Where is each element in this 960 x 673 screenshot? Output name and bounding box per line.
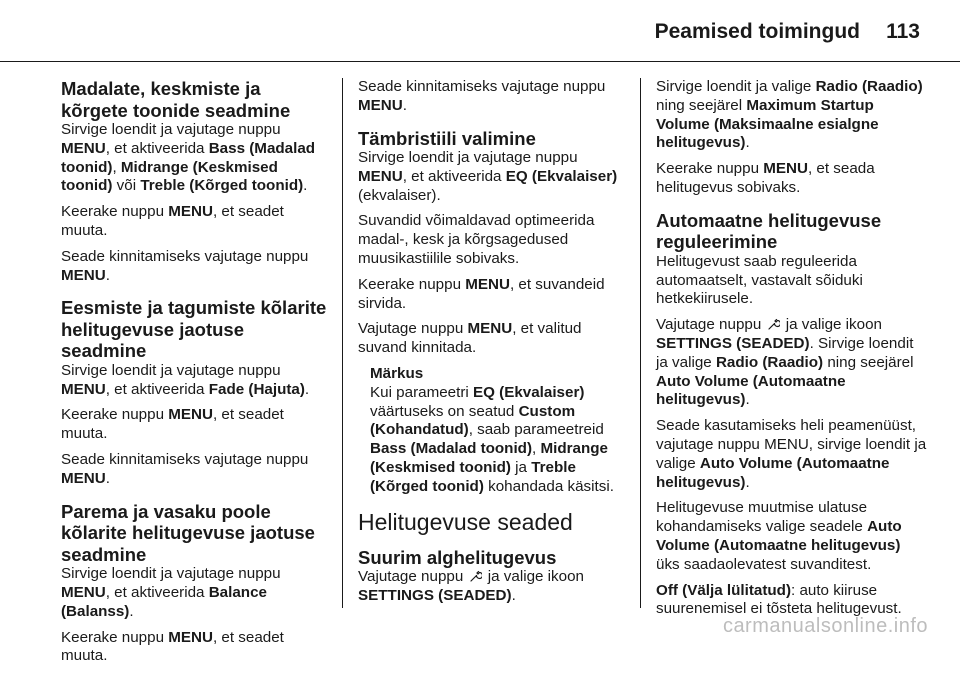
- text-run: Sirvige loendit ja vajutage nuppu: [61, 565, 281, 583]
- column-left: [61, 78, 331, 673]
- bold-term: EQ (Ekvalaiser): [472, 383, 585, 401]
- paragraph: [656, 582, 928, 620]
- bold-term: MENU: [61, 139, 106, 157]
- bold-term: MENU: [168, 203, 213, 221]
- text-run: Seade kinnitamiseks vajutage nuppu: [61, 451, 309, 469]
- text-run: kohandada käsitsi.: [483, 477, 614, 495]
- text-run: , et seadet muuta.: [61, 628, 284, 665]
- column-divider: [342, 78, 343, 608]
- note-body: [370, 384, 630, 497]
- bold-term: Radio (Raadio): [815, 78, 923, 95]
- text-run: , et seadet muuta.: [61, 406, 284, 443]
- bold-term: SETTINGS (SEADED): [656, 334, 810, 352]
- text-run: Keerake nuppu: [61, 406, 169, 424]
- column-middle: [358, 78, 630, 613]
- section-heading: Automaatne helitugevuse reguleerimine: [656, 209, 882, 253]
- column-divider: [640, 78, 641, 608]
- bold-term: Radio (Raadio): [715, 353, 824, 371]
- paragraph: [61, 203, 331, 241]
- text-run: ,: [112, 158, 121, 176]
- text-run: .: [511, 586, 516, 604]
- text-run: Sirvige loendit ja vajutage nuppu: [61, 121, 281, 138]
- text-run: Sirvige loendit ja vajutage nuppu: [61, 361, 281, 379]
- text-run: Seade kasutamiseks heli peamenüüst, vajutage nuppu MENU, sirvige loendit ja valige: [656, 417, 927, 472]
- bold-term: MENU: [465, 275, 510, 293]
- paragraph: [358, 212, 630, 268]
- text-run: ning seejärel: [823, 353, 914, 371]
- text-run: Seade kinnitamiseks vajutage nuppu: [61, 247, 309, 265]
- text-run: Keerake nuppu: [358, 275, 466, 293]
- section-heading: Suurim alghelitugevus: [358, 546, 557, 568]
- bold-term: MENU: [763, 160, 808, 178]
- bold-term: Off (Välja lülitatud): [656, 581, 791, 599]
- text-run: , et aktiveerida: [105, 380, 209, 398]
- note-box: [358, 365, 630, 497]
- text-run: Vajutage nuppu: [358, 568, 468, 586]
- text-run: . Sirvige loendit ja valige: [656, 334, 914, 371]
- section-heading: Parema ja vasaku poole kõlarite helitugevuse jaotuse seadmine: [61, 500, 315, 565]
- settings-icon: [768, 318, 780, 330]
- bold-term: Treble (Kõrged toonid): [140, 177, 304, 195]
- watermark: carmanualsonline.info: [722, 615, 928, 637]
- paragraph: [656, 253, 928, 309]
- bold-term: Maximum Startup Volume (Maksimaalne esialgne helitugevus): [656, 96, 879, 152]
- bold-term: Custom (Kohandatud): [370, 402, 576, 439]
- text-run: Vajutage nuppu: [358, 320, 468, 338]
- text-run: Seade kinnitamiseks vajutage nuppu: [358, 78, 606, 95]
- paragraph: [358, 568, 630, 606]
- bold-term: Balance (Balanss): [61, 583, 267, 620]
- bold-term: MENU: [358, 167, 403, 185]
- text-run: Sirvige loendit ja valige: [656, 78, 816, 95]
- paragraph: [656, 499, 928, 574]
- text-run: Vajutage nuppu: [656, 316, 766, 334]
- text-run: Keerake nuppu: [61, 628, 169, 646]
- bold-term: MENU: [61, 266, 106, 284]
- settings-icon: [470, 570, 482, 582]
- bold-term: MENU: [168, 628, 213, 646]
- bold-term: EQ (Ekvalaiser): [505, 167, 618, 185]
- bold-term: Auto Volume (Automaatne helitugevus): [656, 372, 846, 409]
- chapter-heading: Helitugevuse seaded: [358, 508, 573, 535]
- text-run: Suvandid võimaldavad optimeerida madal-, kesk ja kõrgsagedused muusikastiilile sobivaks.: [358, 212, 595, 268]
- text-run: , saab parameetreid: [468, 421, 604, 439]
- text-run: või: [112, 177, 141, 195]
- text-run: .: [745, 473, 750, 491]
- paragraph: [656, 316, 928, 410]
- text-run: (ekvalaiser).: [358, 186, 441, 204]
- text-run: , et valitud suvand kinnitada.: [358, 320, 582, 357]
- column-right: [656, 78, 928, 626]
- text-run: .: [745, 391, 750, 409]
- paragraph: [61, 121, 331, 196]
- paragraph: [656, 160, 928, 198]
- running-title: Peamised toimingud: [654, 20, 860, 43]
- text-run: .: [303, 177, 308, 195]
- page-number: 113: [886, 20, 920, 43]
- text-run: , et suvandeid sirvida.: [358, 275, 605, 312]
- section-heading: Tämbristiili valimine: [358, 127, 536, 149]
- text-run: .: [402, 96, 407, 114]
- text-run: , et seada helitugevus sobivaks.: [656, 160, 875, 196]
- page-header: [0, 0, 960, 62]
- bold-term: Treble (Kõrged toonid): [370, 459, 576, 495]
- text-run: .: [105, 266, 110, 284]
- text-run: , et aktiveerida: [402, 167, 506, 185]
- paragraph: [61, 406, 331, 444]
- text-run: ja: [510, 459, 532, 477]
- section-heading: Madalate, keskmiste ja kõrgete toonide seadmine: [61, 78, 291, 121]
- paragraph: [61, 362, 331, 400]
- text-run: Sirvige loendit ja vajutage nuppu: [358, 149, 578, 167]
- text-run: ja valige ikoon: [781, 316, 882, 334]
- text-run: .: [304, 380, 310, 398]
- text-run: Helitugevuse muutmise ulatuse kohandamiseks valige seadele: [656, 499, 868, 536]
- bold-term: MENU: [358, 96, 403, 114]
- text-run: väärtuseks on seatud: [370, 402, 519, 420]
- text-run: üks saadaolevatest suvanditest.: [656, 555, 872, 573]
- text-run: , et seadet muuta.: [61, 203, 284, 239]
- bold-term: MENU: [168, 406, 213, 424]
- paragraph: [61, 248, 331, 286]
- paragraph: [656, 417, 928, 492]
- note-title: Märkus: [370, 365, 424, 383]
- paragraph: [656, 78, 928, 153]
- bold-term: Midrange (Keskmised toonid): [370, 440, 608, 477]
- bold-term: Bass (Madalad toonid): [61, 139, 316, 176]
- paragraph: [61, 565, 331, 621]
- paragraph: [61, 629, 331, 667]
- text-run: Keerake nuppu: [61, 203, 169, 221]
- paragraph: [358, 78, 630, 116]
- bold-term: SETTINGS (SEADED): [358, 586, 512, 604]
- bold-term: MENU: [61, 469, 106, 487]
- text-run: ,: [532, 440, 541, 458]
- text-run: Keerake nuppu: [656, 160, 764, 178]
- section-heading: Eesmiste ja tagumiste kõlarite helitugevuse jaotuse seadmine: [61, 297, 327, 362]
- text-run: .: [105, 469, 110, 487]
- text-run: , et aktiveerida: [105, 139, 209, 157]
- bold-term: Fade (Hajuta): [208, 380, 305, 398]
- text-run: Kui parameetri: [370, 383, 473, 401]
- bold-term: MENU: [467, 320, 513, 338]
- paragraph: [358, 276, 630, 314]
- text-run: Helitugevust saab reguleerida automaatselt, vastavalt sõiduki hetkekiirusele.: [656, 252, 863, 308]
- text-run: .: [129, 602, 134, 620]
- bold-term: MENU: [61, 380, 106, 398]
- bold-term: MENU: [61, 583, 106, 601]
- text-run: , et aktiveerida: [105, 583, 209, 601]
- paragraph: [61, 451, 331, 489]
- text-run: .: [745, 134, 750, 152]
- paragraph: [358, 149, 630, 205]
- text-run: ning seejärel: [656, 96, 747, 114]
- paragraph: [358, 320, 630, 358]
- bold-term: Midrange (Keskmised toonid): [61, 158, 278, 195]
- text-run: ja valige ikoon: [483, 568, 584, 586]
- bold-term: Auto Volume (Automaatne helitugevus): [656, 518, 902, 554]
- bold-term: Bass (Madalad toonid): [370, 440, 533, 458]
- text-run: : auto kiiruse suurenemisel ei tõsteta helitugevust.: [656, 581, 902, 618]
- bold-term: Auto Volume (Automaatne helitugevus): [656, 454, 890, 491]
